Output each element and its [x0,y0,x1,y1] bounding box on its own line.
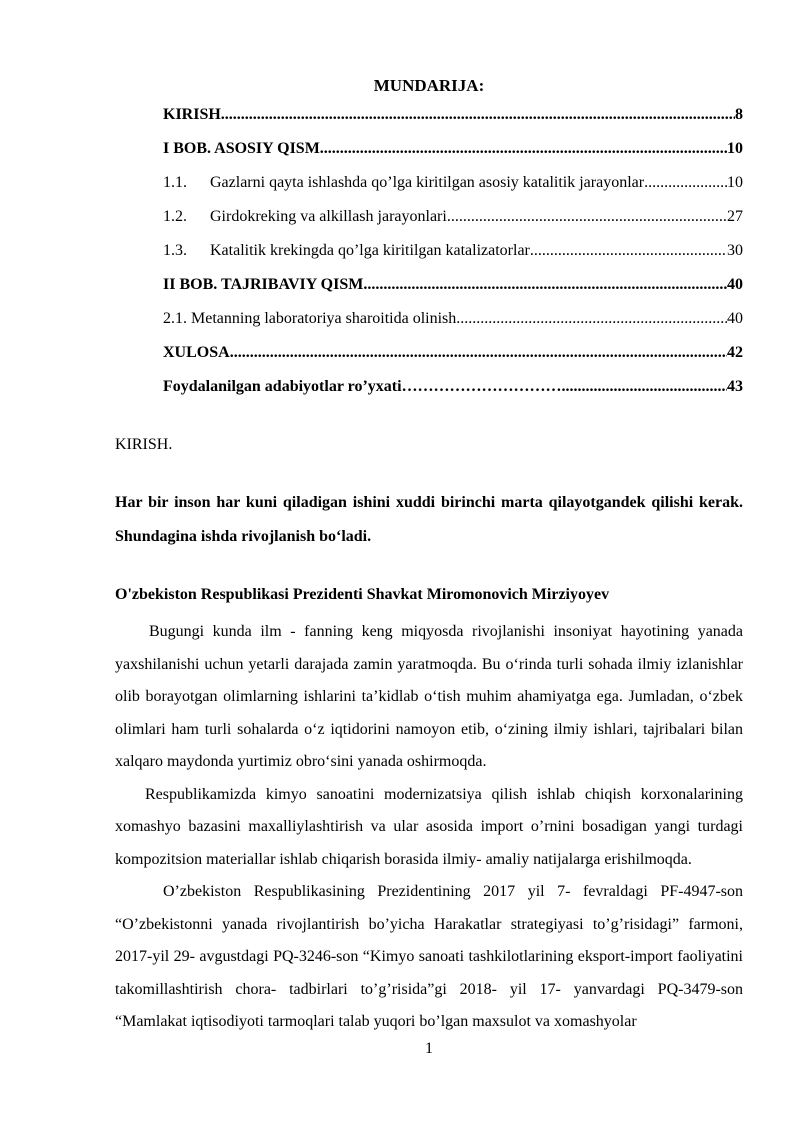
toc-item-number: 1.3. [163,242,187,259]
toc-item-label: Girdokreking va alkillash jarayonlari [210,208,447,225]
toc-item-page: 27 [727,208,743,225]
toc-item-label: I BOB. ASOSIY QISM [163,140,320,157]
toc-item-chapter-1[interactable] [163,140,743,174]
toc-item-page: 40 [727,276,743,293]
toc-item-label: 2.1. Metanning laboratoriya sharoitida olinish [163,310,457,327]
toc-item-2-1[interactable] [163,310,743,344]
toc-item-1-2[interactable] [163,208,743,242]
toc-item-kirish[interactable] [163,106,743,140]
toc-item-label: II BOB. TAJRIBAVIY QISM [163,276,364,293]
paragraph: Respublikamizda kimyo sanoatini modernizatsiya qilish ishlab chiqish korxonalarining xomashyo bazasini maxalliylashtirish va ular asosida import o’rnini bosadigan yangi turdagi kompozitsion materiallar ishlab chiqarish borasida ilmiy- amaliy natijalarga erishilmoqda. [115,785,743,868]
page-number: 1 [425,1040,433,1057]
toc-item-page: 10 [727,174,743,191]
toc-leader-dots [456,310,727,328]
toc-item-page: 42 [727,344,743,361]
toc-item-page: 10 [727,140,743,157]
toc-item-page: 43 [727,378,743,395]
toc-leader-dots [447,208,727,226]
toc-item-label: Foydalanilgan adabiyotlar ro’yxati………………………… [163,378,562,395]
toc-leader-dots [530,242,727,260]
toc-item-number: 1.2. [163,208,187,225]
toc-item-label: XULOSA [163,344,230,361]
toc-item-1-1[interactable] [163,174,743,208]
toc-leader-dots [562,378,727,396]
toc-item-references[interactable] [163,378,743,412]
toc-item-label: Katalitik krekingda qo’lga kiritilgan katalizatorlar [210,242,530,259]
toc-item-page: 40 [727,310,743,327]
toc-item-page: 8 [735,106,743,123]
toc-item-xulosa[interactable] [163,344,743,378]
paragraph: O’zbekiston Respublikasining Prezidentining 2017 yil 7- fevraldagi PF-4947-son “O’zbekistonni yanada rivojlantirish bo’yicha Harakatlar strategiyasi to’g’risidagi” farmoni, 2017-yil 29- avgustdagi PQ-3246-son “Kimyo sanoati tashkilotlarining eksport-import faoliyatini takomillashtirish chora- tadbirlari to’g’risida”gi 2018- yil 17- yanvardagi PQ-3479-son “Mamlakat iqtisodiyoti tarmoqlari talab yuqori bo’lgan maxsulot va xomashyolar [115,883,743,1030]
toc-item-chapter-2[interactable] [163,276,743,310]
toc-title: MUNDARIJA: [373,76,485,95]
epigraph-quote: Har bir inson har kuni qiladigan ishini xuddi birinchi marta qilayotgandek qilishi kerak. Shundagina ishda rivojlanish bo‘ladi. [115,494,743,545]
epigraph-author: O'zbekiston Respublikasi Prezidenti Shavkat Miromonovich Mirziyoyev [115,586,610,603]
toc-item-page: 30 [727,242,743,259]
toc-item-number: 1.1. [163,174,187,191]
paragraph: Bugungi kunda ilm - fanning keng miqyosda rivojlanishi insoniyat hayotining yanada yaxshilanishi uchun yetarli darajada zamin yaratmoqda. Bu o‘rinda turli sohada ilmiy izlanishlar olib borayotgan olimlarning ishlarini ta’kidlab o‘tish muhim ahamiyatga ega. Jumladan, o‘zbek olimlari ham turli sohalarda o‘z iqtidorini namoyon etib, o‘zining ilmiy ishlari, tajribalari bilan xalqaro maydonda yurtimiz obro‘sini yanada oshirmoqda. [115,623,743,770]
toc-leader-dots [230,344,727,362]
toc-item-label: KIRISH [163,106,221,123]
toc-leader-dots [320,140,727,158]
toc-item-1-3[interactable] [163,242,743,276]
table-of-contents [163,106,743,412]
toc-leader-dots [221,106,735,124]
toc-item-label: Gazlarni qayta ishlashda qo’lga kiritilgan asosiy katalitik jarayonlar [210,174,645,191]
toc-leader-dots [644,174,727,192]
body-text [115,616,743,1039]
section-heading: KIRISH. [115,436,173,453]
toc-leader-dots [363,276,727,294]
